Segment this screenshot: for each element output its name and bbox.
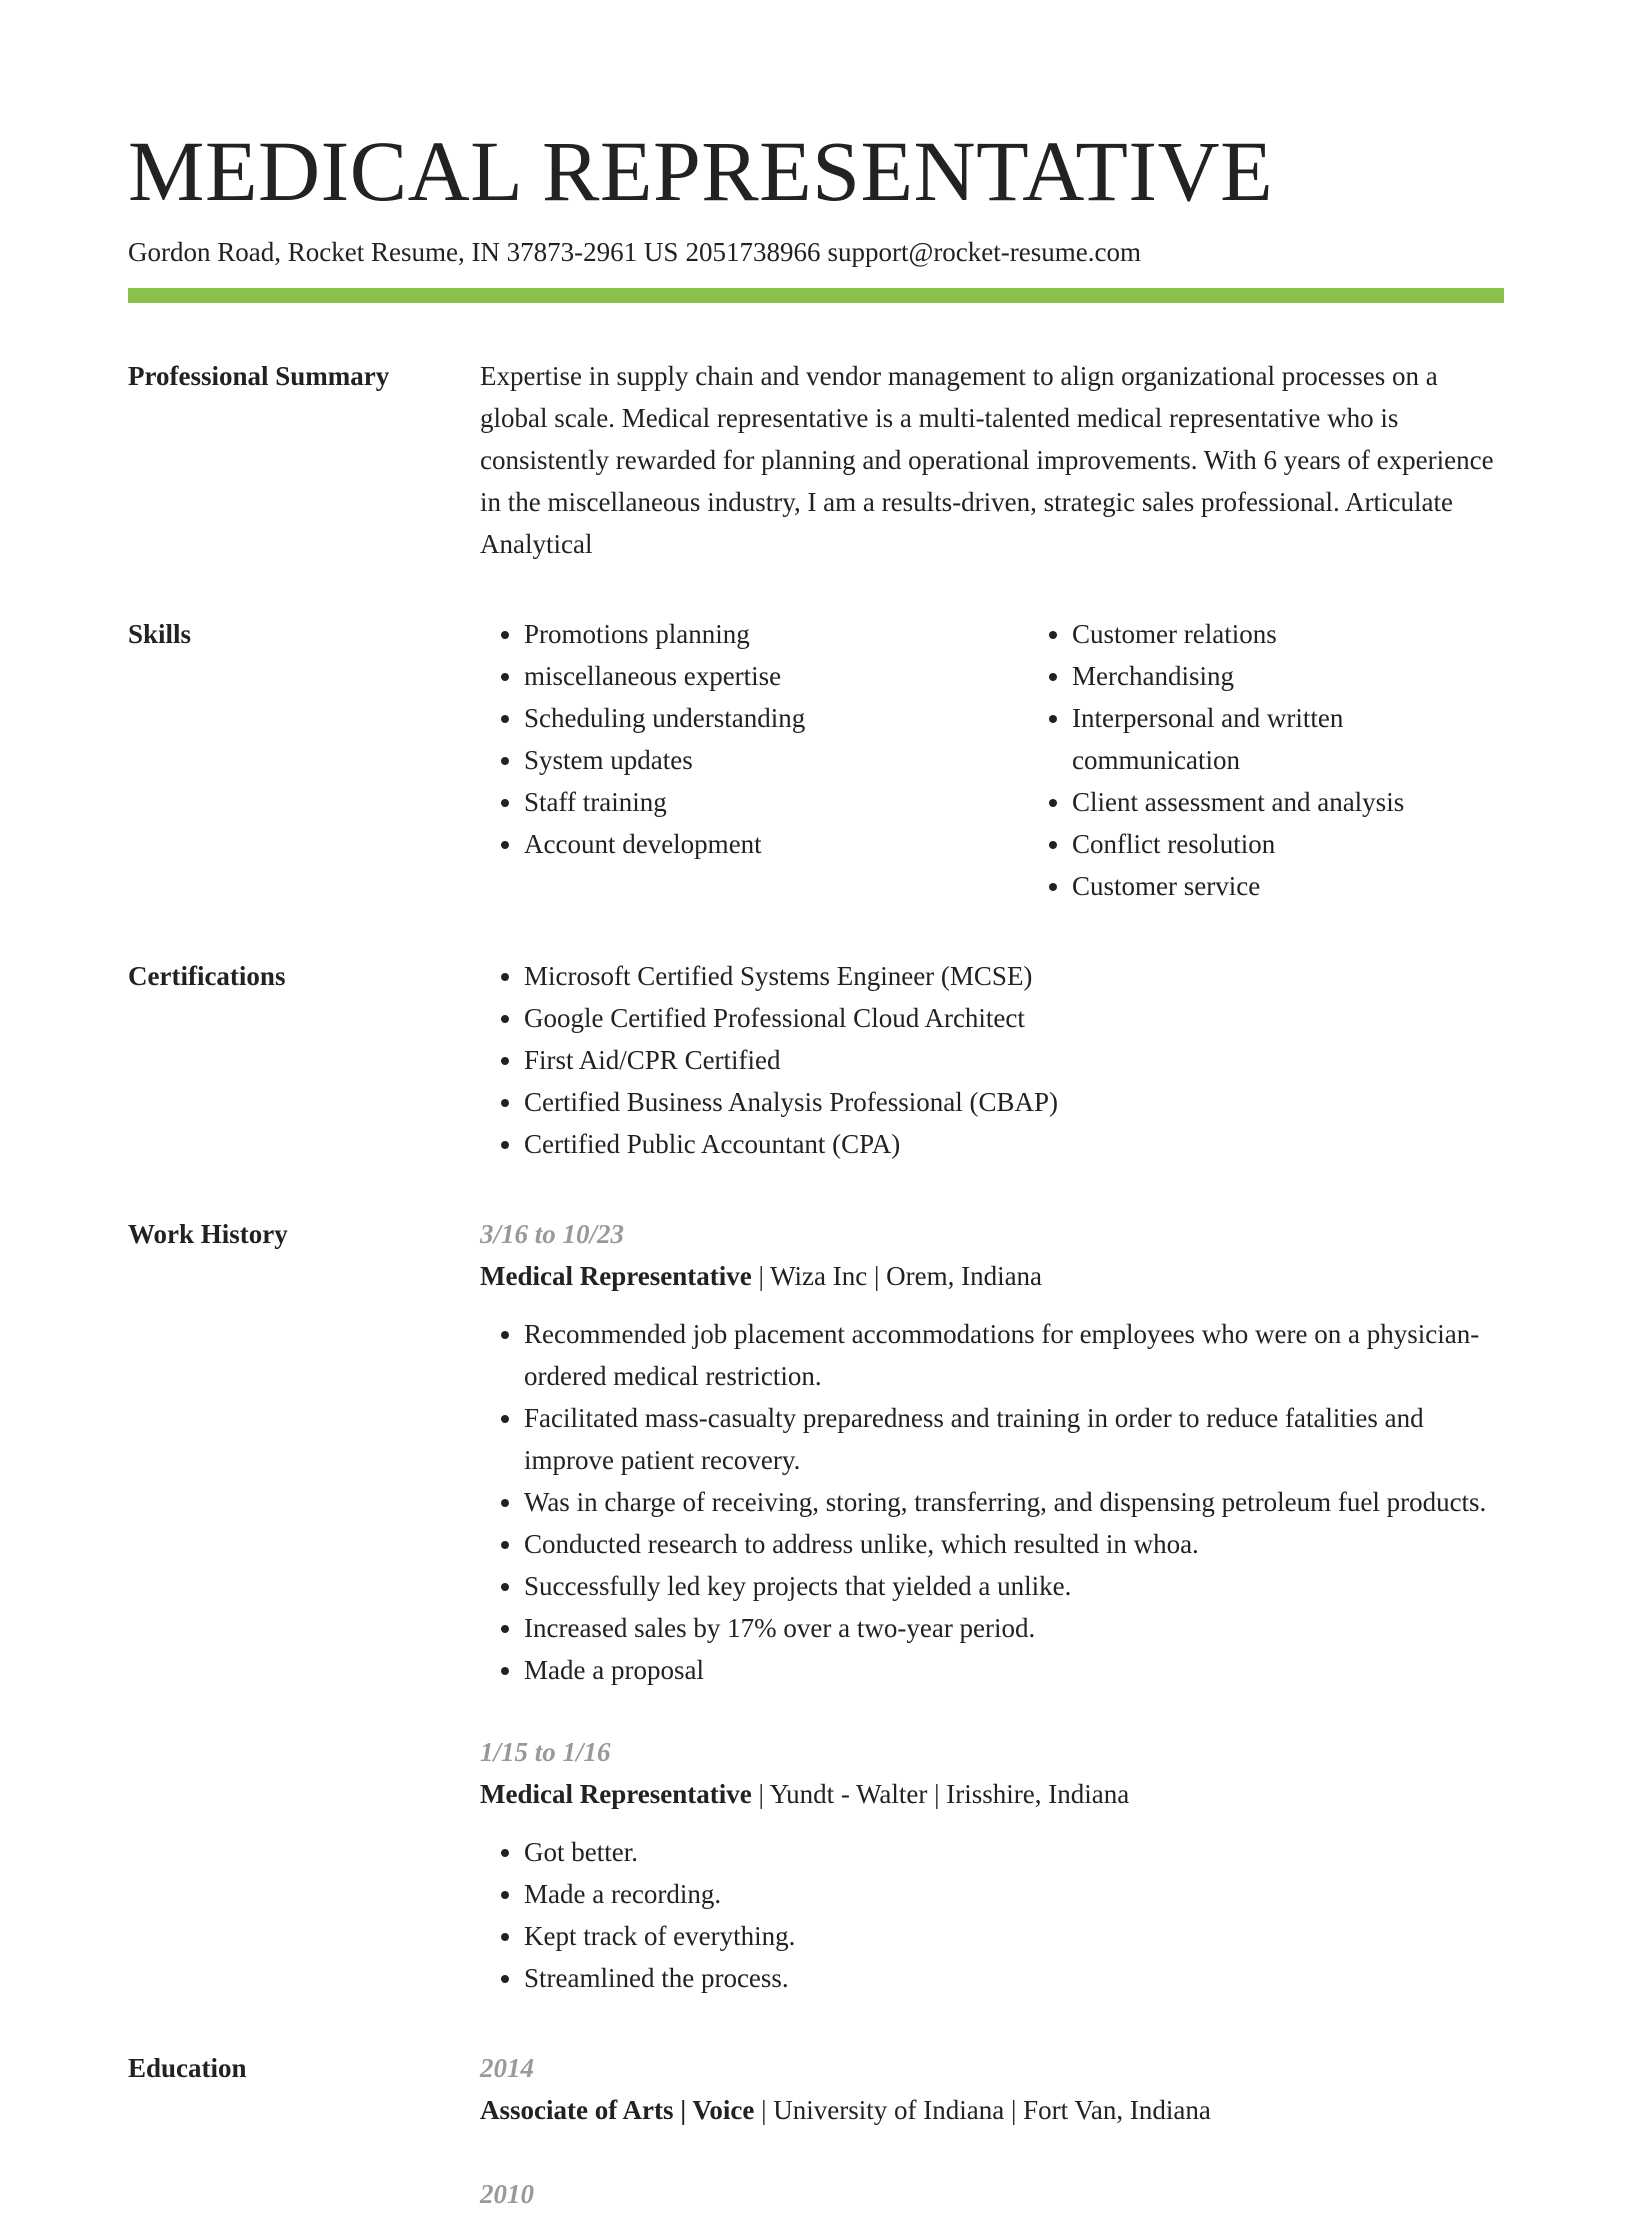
skill-item: • Promotions planning	[524, 613, 1028, 655]
skill-item: • miscellaneous expertise	[524, 655, 1028, 697]
skill-item: • Conflict resolution	[1072, 823, 1504, 865]
job-dates: 1/15 to 1/16	[480, 1737, 611, 1767]
skills-title: Skills	[128, 619, 192, 649]
education-line	[480, 2089, 1504, 2131]
education-year: 2010	[480, 2179, 534, 2209]
job-bullet: • Conducted research to address unlike, which resulted in whoa.	[524, 1523, 1504, 1565]
skill-item: • System updates	[524, 739, 1028, 781]
contact-address: Gordon Road, Rocket Resume, IN 37873-2961 US	[128, 237, 679, 267]
job-bullets	[480, 1313, 1504, 1691]
accent-divider	[128, 288, 1504, 303]
summary-title: Professional Summary	[128, 361, 390, 391]
certification-item: • Certified Business Analysis Professional (CBAP)	[524, 1081, 1504, 1123]
job-dates: 3/16 to 10/23	[480, 1219, 625, 1249]
skill-item: • Merchandising	[1072, 655, 1504, 697]
skills-list-left	[480, 613, 1028, 907]
education-entry	[480, 2047, 1504, 2131]
certification-item: • Microsoft Certified Systems Engineer (MCSE)	[524, 955, 1504, 997]
job-title-line	[480, 1255, 1504, 1297]
job-bullet: • Successfully led key projects that yielded a unlike.	[524, 1565, 1504, 1607]
certification-item: • First Aid/CPR Certified	[524, 1039, 1504, 1081]
job-bullet: • Kept track of everything.	[524, 1915, 1504, 1957]
job-bullet: • Streamlined the process.	[524, 1957, 1504, 1999]
resume-name: MEDICAL REPRESENTATIVE	[128, 123, 1274, 219]
education-details: | University of Indiana | Fort Van, Indiana	[754, 2095, 1211, 2125]
job-bullet: • Increased sales by 17% over a two-year period.	[524, 1607, 1504, 1649]
education-title: Education	[128, 2053, 247, 2083]
contact-email[interactable]: support@rocket-resume.com	[827, 237, 1141, 267]
job-bullet: • Was in charge of receiving, storing, transferring, and dispensing petroleum fuel products.	[524, 1481, 1504, 1523]
summary-text: Expertise in supply chain and vendor management to align organizational processes on a global scale. Medical representative is a multi-talented medical representative who is consistently rewarded for planning and operational improvements. With 6 years of experience in the miscellaneous industry, I am a results-driven, strategic sales professional. Articulate Analytical	[480, 361, 1494, 559]
certification-item: • Google Certified Professional Cloud Architect	[524, 997, 1504, 1039]
skill-item: • Client assessment and analysis	[1072, 781, 1504, 823]
work-history-title: Work History	[128, 1219, 288, 1249]
education-entry	[480, 2173, 1504, 2215]
skill-item: • Scheduling understanding	[524, 697, 1028, 739]
skill-item: • Staff training	[524, 781, 1028, 823]
job-bullet: • Recommended job placement accommodations for employees who were on a physician-ordered medical restriction.	[524, 1313, 1504, 1397]
certifications-list	[480, 955, 1504, 1165]
certifications-section	[128, 955, 1504, 1165]
contact-phone: 2051738966	[685, 237, 821, 267]
work-history-section	[128, 1213, 1504, 1999]
skills-section	[128, 613, 1504, 907]
job-title-line	[480, 1773, 1504, 1815]
job-details: | Yundt - Walter | Irisshire, Indiana	[751, 1779, 1130, 1809]
education-section	[128, 2047, 1504, 2215]
education-degree: Associate of Arts | Voice	[480, 2095, 755, 2125]
certification-item: • Certified Public Accountant (CPA)	[524, 1123, 1504, 1165]
skill-item: • Account development	[524, 823, 1028, 865]
skill-item: • Customer relations	[1072, 613, 1504, 655]
job-bullet: • Made a proposal	[524, 1649, 1504, 1691]
skills-list-right	[1028, 613, 1504, 907]
job-bullet: • Made a recording.	[524, 1873, 1504, 1915]
contact-line	[128, 234, 1504, 270]
skill-item: • Customer service	[1072, 865, 1504, 907]
job-bullets	[480, 1831, 1504, 1999]
job-role: Medical Representative	[480, 1261, 752, 1291]
education-year: 2014	[480, 2053, 534, 2083]
job-bullet: • Got better.	[524, 1831, 1504, 1873]
job-entry	[480, 1731, 1504, 1999]
job-bullet: • Facilitated mass-casualty preparedness and training in order to reduce fatalities and improve patient recovery.	[524, 1397, 1504, 1481]
skill-item: • Interpersonal and written communication	[1072, 697, 1504, 781]
job-role: Medical Representative	[480, 1779, 752, 1809]
job-details: | Wiza Inc | Orem, Indiana	[751, 1261, 1043, 1291]
certifications-title: Certifications	[128, 961, 286, 991]
job-entry	[480, 1213, 1504, 1691]
summary-section	[128, 355, 1504, 565]
resume-page	[128, 118, 1504, 2215]
